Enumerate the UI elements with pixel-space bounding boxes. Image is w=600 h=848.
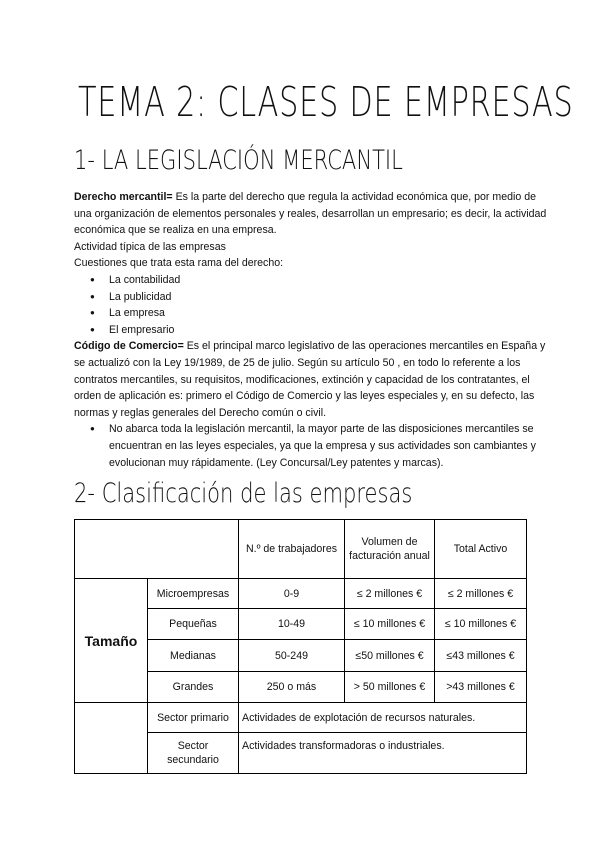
cell-activo: ≤ 10 millones € bbox=[435, 609, 527, 640]
section-heading-clasificacion: 2- Clasificación de las empresas bbox=[74, 478, 413, 509]
codigo-list bbox=[74, 421, 552, 471]
cell-trabajadores: 250 o más bbox=[239, 672, 345, 703]
list-item: ● No abarca toda la legislación mercantil, la mayor parte de las disposiciones mercantiles se encuentran en las leyes especiales, ya que la empresa y sus actividades son cambiantes y evolucionan muy rápidamente. (Ley Concursal/Ley patentes y marcas). bbox=[74, 421, 552, 471]
header-total-activo: Total Activo bbox=[435, 520, 527, 579]
cuestiones-list bbox=[74, 272, 552, 338]
row-name: Microempresas bbox=[148, 579, 239, 609]
list-item: ● La publicidad bbox=[74, 289, 552, 306]
row-name: Pequeñas bbox=[148, 609, 239, 640]
list-item: ● El empresario bbox=[74, 322, 552, 339]
cell-trabajadores: 0-9 bbox=[239, 579, 345, 609]
cell-facturacion: ≤ 2 millones € bbox=[345, 579, 435, 609]
row-name: Grandes bbox=[148, 672, 239, 703]
sector-description: Actividades transformadoras o industriales. bbox=[239, 733, 527, 774]
section-heading-legislacion: 1- LA LEGISLACIÓN MERCANTIL bbox=[74, 145, 403, 176]
paragraph-derecho-mercantil bbox=[74, 189, 552, 239]
sector-description: Actividades de explotación de recursos naturales. bbox=[239, 703, 527, 733]
table-corner-cell bbox=[75, 520, 239, 579]
sector-name: Sector primario bbox=[148, 703, 239, 733]
cell-activo: ≤ 2 millones € bbox=[435, 579, 527, 609]
header-facturacion: Volumen de facturación anual bbox=[345, 520, 435, 579]
table-header-row bbox=[75, 520, 527, 579]
row-name: Medianas bbox=[148, 640, 239, 672]
page-title: TEMA 2: CLASES DE EMPRESAS bbox=[78, 78, 574, 126]
list-item: ● La contabilidad bbox=[74, 272, 552, 289]
header-trabajadores: N.º de trabajadores bbox=[239, 520, 345, 579]
cell-facturacion: > 50 millones € bbox=[345, 672, 435, 703]
cell-trabajadores: 10-49 bbox=[239, 609, 345, 640]
cell-activo: ≤43 millones € bbox=[435, 640, 527, 672]
cell-facturacion: ≤ 10 millones € bbox=[345, 609, 435, 640]
term-codigo-comercio: Código de Comercio= bbox=[74, 340, 184, 353]
paragraph-codigo-comercio bbox=[74, 338, 552, 421]
cell-trabajadores: 50-249 bbox=[239, 640, 345, 672]
table-row bbox=[75, 579, 527, 609]
line-actividad-tipica: Actividad típica de las empresas bbox=[74, 240, 226, 253]
term-derecho-mercantil: Derecho mercantil= bbox=[74, 191, 173, 203]
definition-codigo-comercio: Es el principal marco legislativo de las operaciones mercantiles en España y se actualizó con la Ley 19/1989, de 25 de julio. Según su artículo 50 , en todo lo referente a los contratos mercantiles, su requisitos, modificaciones, extinción y capacidad de los contratantes, el orden de aplicación es: primero el Código de Comercio y las leyes especiales y, en su defecto, las normas y reglas generales del Derecho común o civil. bbox=[74, 340, 546, 419]
tamano-label: Tamaño bbox=[75, 579, 148, 703]
cell-activo: >43 millones € bbox=[435, 672, 527, 703]
definition-derecho-mercantil: Es la parte del derecho que regula la actividad económica que, por medio de una organización de elementos personales y reales, desarrollan un empresario; es decir, la actividad económica que se realiza en una empresa. bbox=[74, 191, 547, 237]
table-row bbox=[75, 703, 527, 733]
line-cuestiones: Cuestiones que trata esta rama del derecho: bbox=[74, 257, 284, 270]
section-body-legislacion bbox=[74, 189, 552, 471]
classification-table bbox=[74, 519, 527, 774]
sector-name: Sector secundario bbox=[148, 733, 239, 774]
sector-group-cell bbox=[75, 703, 148, 774]
list-item: ● La empresa bbox=[74, 305, 552, 322]
cell-facturacion: ≤50 millones € bbox=[345, 640, 435, 672]
